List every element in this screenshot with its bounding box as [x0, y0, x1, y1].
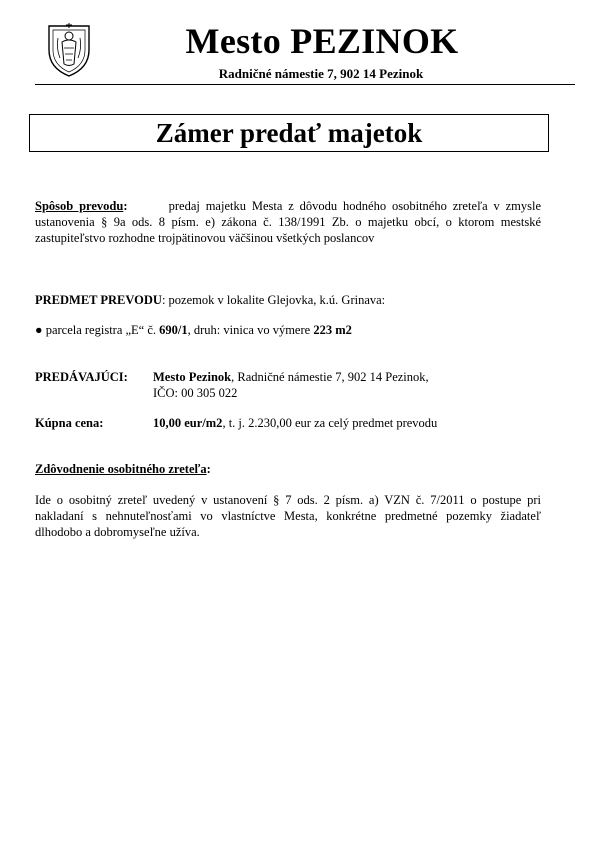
- price-rest: , t. j. 2.230,00 eur za celý predmet prevodu: [222, 416, 438, 430]
- seller-address: , Radničné námestie 7, 902 14 Pezinok,: [231, 370, 429, 384]
- transfer-method-colon: :: [123, 199, 128, 213]
- parcel-item: [35, 322, 541, 338]
- seller-row: [35, 369, 541, 401]
- seller-name: Mesto Pezinok: [153, 370, 232, 384]
- transfer-method-paragraph: [35, 198, 541, 246]
- justification-colon: :: [206, 462, 211, 476]
- justification-paragraph: [35, 492, 541, 540]
- price-label: Kúpna cena:: [35, 416, 104, 430]
- seller-value: [153, 369, 429, 401]
- transfer-method-label: Spôsob prevodu: [35, 199, 124, 213]
- document-title: Zámer predať majetok: [155, 117, 423, 148]
- transfer-method-text: predaj majetku Mesta z dôvodu hodného osobitného zreteľa v zmysle ustanovenia § 9a ods. 8 písm. e) zákona č. 138/1991 Zb. o majetku obcí, o ktorom mestské zastupiteľstvo rozhodne trojpätinovou väčšinou všetkých poslancov: [35, 199, 542, 245]
- justification-label: Zdôvodnenie osobitného zreteľa: [35, 462, 207, 476]
- justification-heading: [35, 461, 541, 477]
- document-title-box: [29, 114, 549, 152]
- organization-address: Radničné námestie 7, 902 14 Pezinok: [218, 66, 424, 81]
- justification-text: Ide o osobitný zreteľ uvedený v ustanovení § 7 ods. 2 písm. a) VZN č. 7/2011 o postupe pri nakladaní s nehnuteľnosťami vo vlastníctve Mesta, konkrétne predmetné pozemky žiadateľ dlhodobo a dobromyseľne užíva.: [35, 493, 541, 539]
- unit-price: 10,00 eur/m2: [153, 416, 223, 430]
- seller-label: PREDÁVAJÚCI:: [35, 370, 128, 384]
- parcel-middle: , druh: vinica vo výmere: [187, 323, 314, 337]
- header-divider: [35, 84, 575, 85]
- subject-label: PREDMET PREVODU: [35, 293, 162, 307]
- seller-ico: IČO: 00 305 022: [153, 386, 238, 400]
- parcel-number: 690/1: [159, 323, 188, 337]
- parcel-area: 223 m2: [313, 323, 352, 337]
- subject-paragraph: [35, 292, 541, 308]
- organization-name: Mesto PEZINOK: [185, 21, 459, 61]
- bullet-icon: ●: [35, 323, 43, 337]
- price-value: [153, 415, 437, 431]
- price-row: [35, 415, 541, 431]
- parcel-prefix: parcela registra „E“ č.: [45, 323, 160, 337]
- subject-text: : pozemok v lokalite Glejovka, k.ú. Grinava:: [161, 293, 386, 307]
